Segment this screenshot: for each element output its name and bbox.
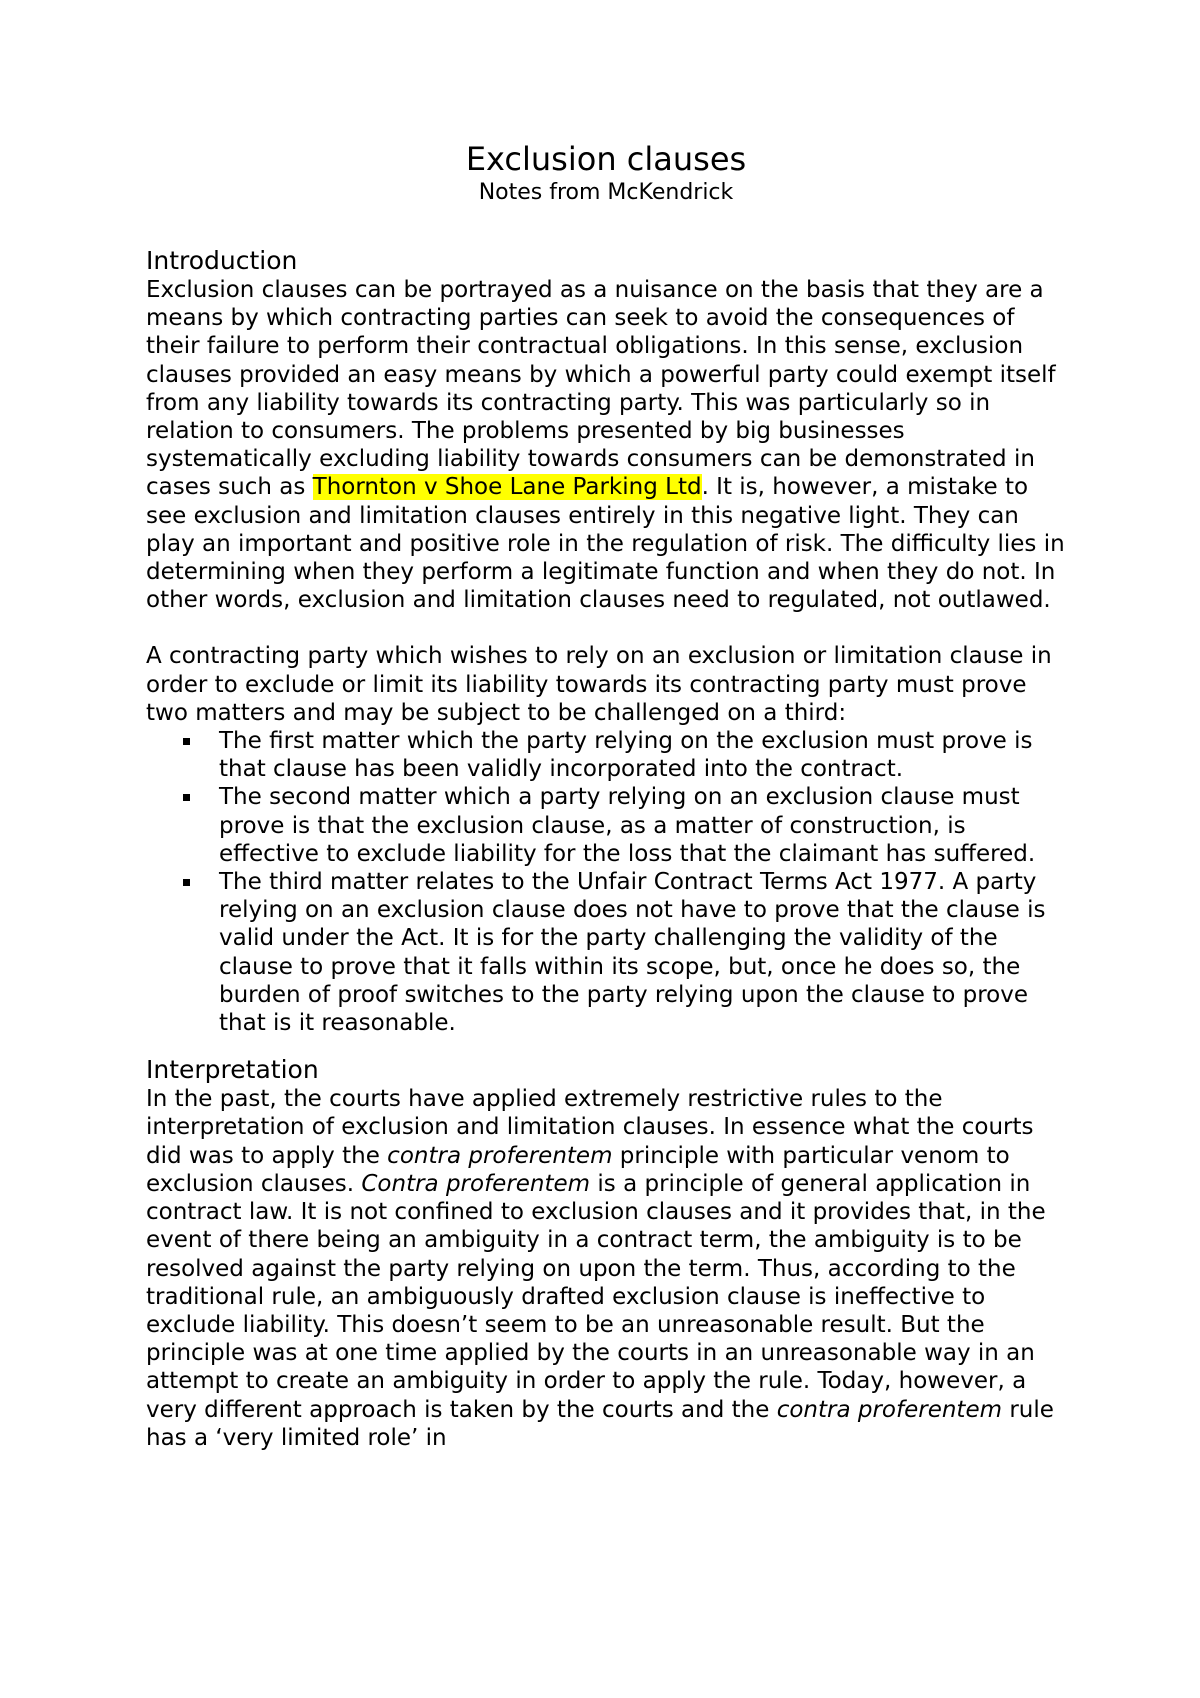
interp-text-1: In the past, the courts have applied extremely restrictive rules to the interpretation of exclusion and limitation clauses. In essence what the courts did was to apply the [146, 1086, 1034, 1169]
matters-list [146, 727, 1066, 1037]
square-bullet-icon [183, 879, 190, 886]
highlighted-case-name: Thornton v Shoe Lane Parking Ltd [312, 474, 702, 501]
introduction-heading: Introduction [146, 246, 298, 275]
introduction-paragraph-1 [146, 276, 1066, 614]
list-item-text: The second matter which a party relying on an exclusion clause must prove is that the exclusion clause, as a matter of construction, is effective to exclude liability for the loss that the claimant has suffered. [219, 784, 1036, 867]
interp-text-2: principle with particular venom to exclusion clauses. [146, 1142, 1010, 1197]
interpretation-heading: Interpretation [146, 1055, 319, 1085]
interp-text-3: is a principle of general application in contract law. It is not confined to exclusion clauses and it provides that, in the event of there being an ambiguity in a contract term, the ambiguity is to be resolved against the party relying on upon the term. Thus, according to the traditional rule, an ambiguously drafted exclusion clause is ineffective to exclude liability. This doesn’t seem to be an unreasonable result. But the principle was at one time applied by the courts in an unreasonable way in an attempt to create an ambiguity in order to apply the rule. Today, however, a very different approach is taken by the courts and the [146, 1170, 1046, 1423]
document-title: Exclusion clauses [465, 140, 747, 178]
introduction-paragraph-2: A contracting party which wishes to rely on an exclusion or limitation clause in order to exclude or limit its liability towards its contracting party must prove two matters and may be subject to be challenged on a third: [146, 643, 1052, 726]
list-item [146, 868, 1066, 1037]
document-subtitle: Notes from McKendrick [478, 180, 734, 205]
list-item-text: The first matter which the party relying on the exclusion must prove is that clause has been validly incorporated into the contract. [219, 728, 1033, 783]
document-page [146, 140, 1066, 1452]
list-item [146, 783, 1066, 868]
latin-term: contra proferentem [776, 1396, 1003, 1423]
square-bullet-icon [183, 794, 190, 801]
square-bullet-icon [183, 738, 190, 745]
intro-text-after: . It is, however, a mistake to see exclusion and limitation clauses entirely in this negative light. They can play an important and positive role in the regulation of risk. The difficulty lies in determining when they perform a legitimate function and when they do not. In other words, exclusion and limitation clauses need to regulated, not outlawed. [146, 474, 1065, 614]
intro-text-before: Exclusion clauses can be portrayed as a nuisance on the basis that they are a means by which contracting parties can seek to avoid the consequences of their failure to perform their contractual obligations. In this sense, exclusion clauses provided an easy means by which a powerful party could exempt itself from any liability towards its contracting party. This was particularly so in relation to consumers. The problems presented by big businesses systematically excluding liability towards consumers can be demonstrated in cases such as [146, 277, 1056, 501]
list-item-text: The third matter relates to the Unfair Contract Terms Act 1977. A party relying on an exclusion clause does not have to prove that the clause is valid under the Act. It is for the party challenging the validity of the clause to prove that it falls within its scope, but, once he does so, the burden of proof switches to the party relying upon the clause to prove that is it reasonable. [219, 869, 1046, 1037]
list-item [146, 727, 1066, 783]
paragraph-spacer [146, 614, 1066, 642]
latin-term: contra proferentem [387, 1142, 613, 1169]
interp-text-4: rule has a ‘very limited role’ in [146, 1396, 1054, 1451]
interpretation-paragraph [146, 1085, 1066, 1452]
latin-term: Contra proferentem [361, 1170, 591, 1197]
